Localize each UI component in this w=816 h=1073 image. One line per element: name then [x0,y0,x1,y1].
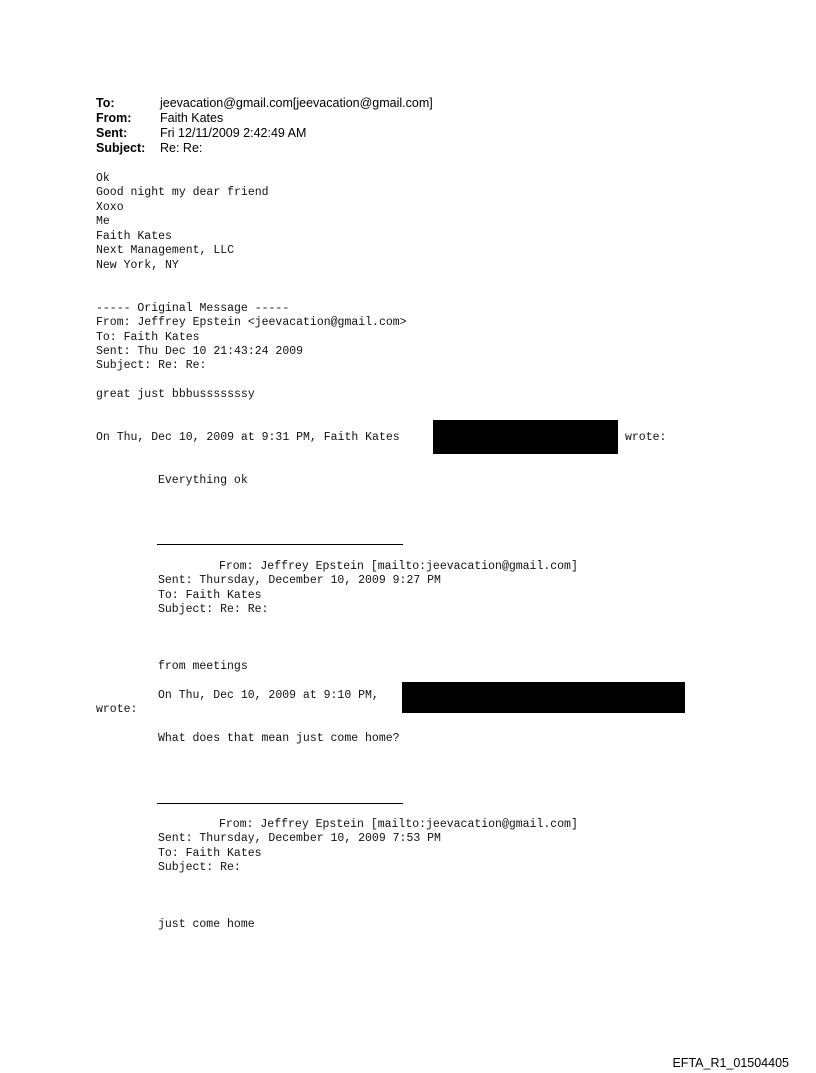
fwd-subject: Subject: Re: Re: [158,603,269,616]
signature-location: New York, NY [96,259,179,272]
fwd-body: from meetings [158,660,248,673]
document-id: EFTA_R1_01504405 [672,1056,789,1070]
from-label: From: [96,111,132,125]
fwd-sent: Sent: Thursday, December 10, 2009 9:27 PM [158,574,441,587]
quote-wrote: wrote: [625,431,667,444]
divider-line [157,544,403,545]
subject-label: Subject: [96,141,146,155]
sent-label: Sent: [96,126,128,140]
fwd-subject: Subject: Re: [158,861,241,874]
redaction-box [433,420,618,454]
fwd-from: From: Jeffrey Epstein [mailto:jeevacation@gmail.com] [219,560,578,573]
to-value: jeevacation@gmail.com[jeevacation@gmail.com] [160,96,433,110]
original-body: great just bbbusssssssy [96,388,255,401]
divider-line [157,803,403,804]
fwd-sent: Sent: Thursday, December 10, 2009 7:53 PM [158,832,441,845]
subject-value: Re: Re: [160,141,203,155]
quote-body: Everything ok [158,474,248,487]
reply-line: Me [96,215,110,228]
redaction-box [402,682,685,713]
signature-company: Next Management, LLC [96,244,235,257]
original-from: From: Jeffrey Epstein <jeevacation@gmail.com> [96,316,407,329]
fwd-body: just come home [158,918,255,931]
reply-line: Xoxo [96,201,124,214]
original-message-marker: ----- Original Message ----- [96,302,290,315]
quote-body: What does that mean just come home? [158,732,400,745]
original-sent: Sent: Thu Dec 10 21:43:24 2009 [96,345,304,358]
quote-intro: On Thu, Dec 10, 2009 at 9:31 PM, Faith Kates [96,431,400,444]
fwd-from: From: Jeffrey Epstein [mailto:jeevacation@gmail.com] [219,818,578,831]
original-subject: Subject: Re: Re: [96,359,207,372]
reply-line: Good night my dear friend [96,186,269,199]
fwd-to: To: Faith Kates [158,847,262,860]
quote-intro: On Thu, Dec 10, 2009 at 9:10 PM, [158,689,379,702]
reply-line: Ok [96,172,110,185]
sent-value: Fri 12/11/2009 2:42:49 AM [160,126,307,140]
quote-wrote: wrote: [96,703,138,716]
signature-name: Faith Kates [96,230,172,243]
original-to: To: Faith Kates [96,331,200,344]
from-value: Faith Kates [160,111,224,125]
fwd-to: To: Faith Kates [158,589,262,602]
to-label: To: [96,96,115,110]
